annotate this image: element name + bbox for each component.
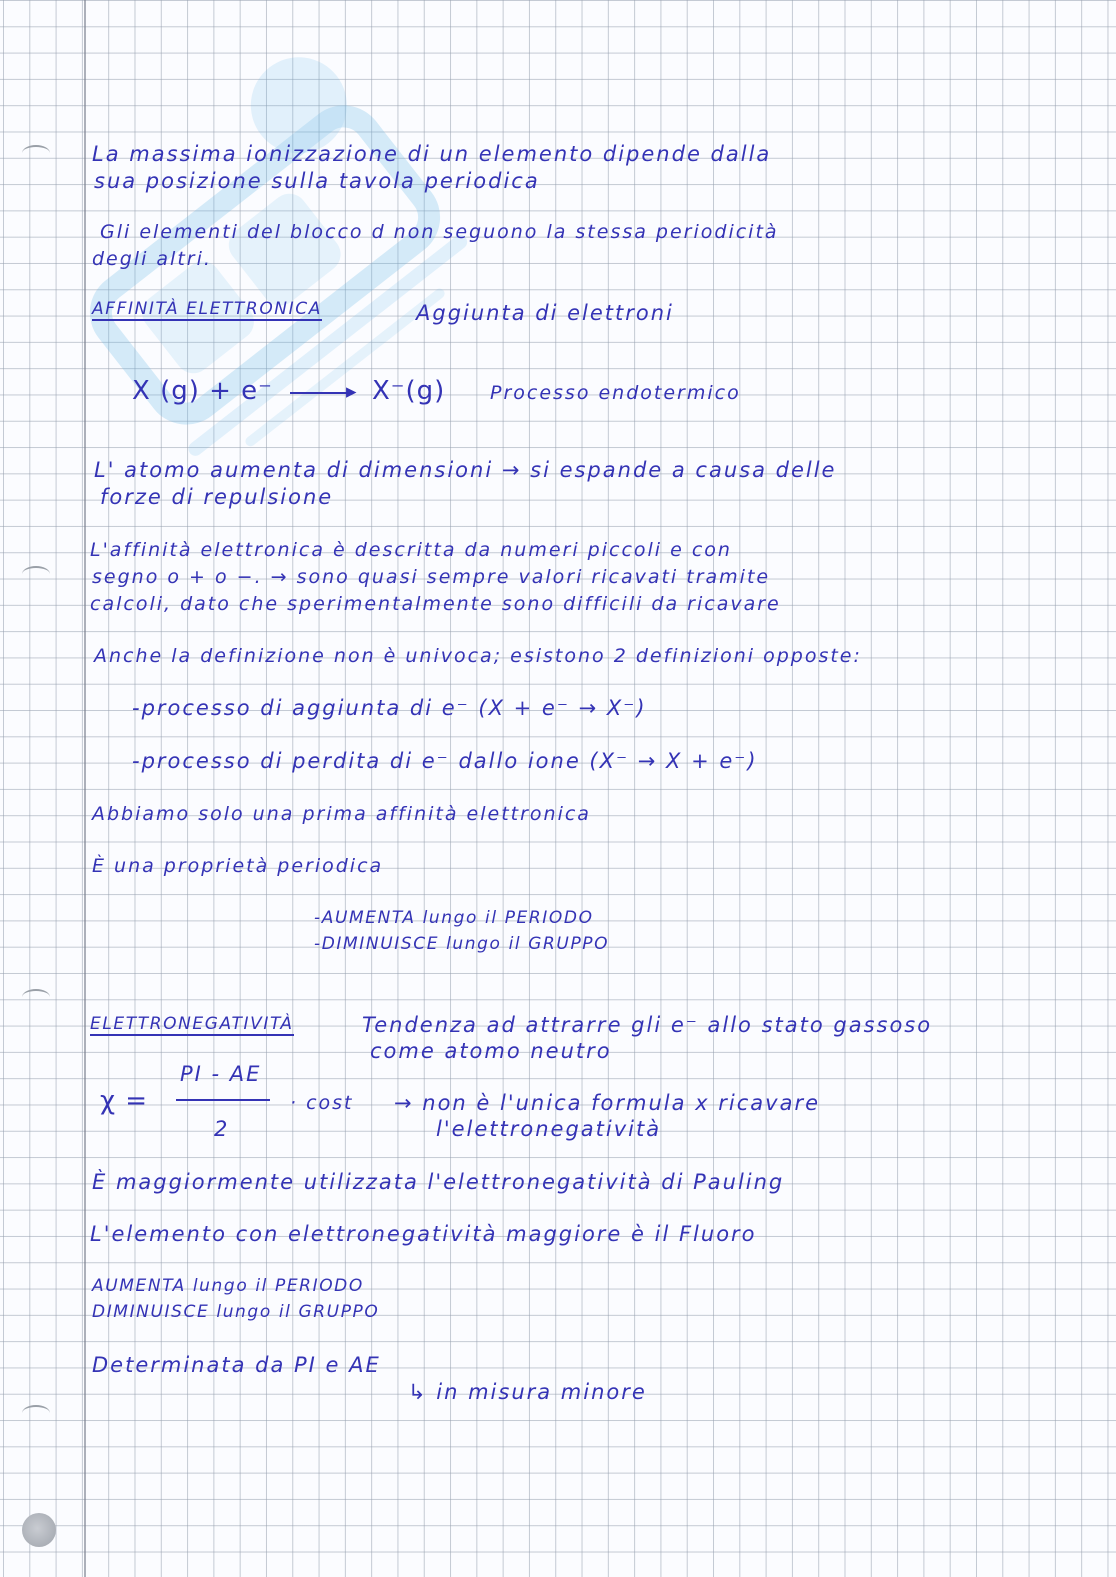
note-line: calcoli, dato che sperimentalmente sono difficili da ricavare <box>90 593 781 615</box>
note-line: È maggiormente utilizzata l'elettronegatività di Pauling <box>92 1170 785 1194</box>
trend-item: -AUMENTA lungo il PERIODO <box>314 908 594 928</box>
formula-denominator: 2 <box>214 1117 230 1141</box>
note-line: Determinata da PI e AE <box>92 1353 381 1377</box>
note-line: La massima ionizzazione di un elemento dipende dalla <box>92 142 772 166</box>
equation-right: X⁻(g) <box>372 376 446 406</box>
section-heading: ELETTRONEGATIVITÀ <box>90 1014 294 1034</box>
formula-note: → non è l'unica formula x ricavare <box>394 1091 821 1115</box>
section-description: Tendenza ad attrarre gli e⁻ allo stato gassoso <box>362 1013 933 1037</box>
formula-symbol: χ = <box>100 1086 149 1116</box>
note-line: Abbiamo solo una prima affinità elettronica <box>92 803 591 825</box>
binder-hole-mark <box>22 566 50 582</box>
fraction-bar <box>176 1099 270 1101</box>
binder-hole-mark <box>22 1405 50 1421</box>
trend-item: DIMINUISCE lungo il GRUPPO <box>92 1302 380 1322</box>
equation-note: Processo endotermico <box>490 382 741 404</box>
note-line: forze di repulsione <box>100 485 334 509</box>
note-line: Gli elementi del blocco d non seguono la stessa periodicità <box>100 221 779 243</box>
note-line: L'affinità elettronica è descritta da numeri piccoli e con <box>90 539 732 561</box>
binder-hole-mark <box>22 989 50 1005</box>
note-line: sua posizione sulla tavola periodica <box>94 169 540 193</box>
bullet-item: -processo di aggiunta di e⁻ (X + e⁻ → X⁻) <box>132 696 647 720</box>
section-description: Aggiunta di elettroni <box>416 301 674 325</box>
trend-item: -DIMINUISCE lungo il GRUPPO <box>314 934 610 954</box>
bullet-item: -processo di perdita di e⁻ dallo ione (X⁻ → X + e⁻) <box>132 749 758 773</box>
note-line: L'elemento con elettronegatività maggiore è il Fluoro <box>90 1222 757 1246</box>
note-line: Anche la definizione non è univoca; esistono 2 definizioni opposte: <box>94 645 862 667</box>
formula-numerator: PI - AE <box>180 1062 262 1086</box>
margin-line <box>84 0 86 1577</box>
note-line: degli altri. <box>92 248 212 270</box>
reaction-arrow <box>290 392 352 394</box>
note-line: L' atomo aumenta di dimensioni → si espande a causa delle <box>94 458 837 482</box>
note-line: ↳ in misura minore <box>408 1380 647 1404</box>
binder-hole-mark <box>22 145 50 161</box>
section-heading: AFFINITÀ ELETTRONICA <box>92 299 322 319</box>
section-description: come atomo neutro <box>370 1039 612 1063</box>
trend-item: AUMENTA lungo il PERIODO <box>92 1276 364 1296</box>
equation-left: X (g) + e⁻ <box>132 376 273 406</box>
formula-note: l'elettronegatività <box>436 1117 662 1141</box>
binder-hole <box>22 1513 56 1547</box>
formula-constant: · cost <box>290 1092 354 1114</box>
note-line: segno o + o −. → sono quasi sempre valori ricavati tramite <box>92 566 771 588</box>
note-line: È una proprietà periodica <box>92 855 384 877</box>
arrow-head: ▸ <box>346 379 359 403</box>
